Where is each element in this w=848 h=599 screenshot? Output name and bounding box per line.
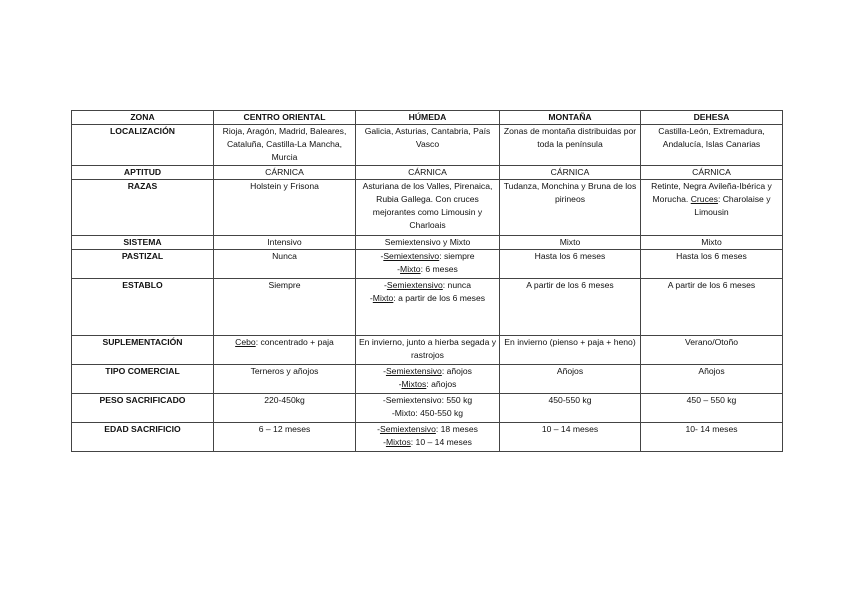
humeda-line	[358, 292, 497, 305]
dehesa-cruces-label: Cruces	[690, 194, 718, 204]
row-suplementacion	[72, 336, 783, 365]
cell-montana: Mixto	[500, 236, 641, 250]
cell-dehesa: Hasta los 6 meses	[641, 250, 783, 279]
cell-dehesa: Añojos	[641, 365, 783, 394]
cell-montana: Zonas de montaña distribuidas por toda la península	[500, 125, 641, 166]
dehesa-razas-text: Retinte, Negra Avileña-Ibérica y Morucha.	[651, 181, 772, 204]
cell-dehesa: 10- 14 meses	[641, 423, 783, 452]
row-aptitud	[72, 166, 783, 180]
humeda-line	[358, 436, 497, 449]
cell-dehesa: A partir de los 6 meses	[641, 279, 783, 336]
cell-dehesa	[641, 180, 783, 236]
row-establo	[72, 279, 783, 336]
line-rest: : 10 – 14 meses	[410, 437, 472, 447]
line-prefix: -	[377, 424, 380, 434]
cebo-label: Cebo	[235, 337, 256, 347]
humeda-line	[358, 279, 497, 292]
line-prefix: -	[383, 366, 386, 376]
line-label: Mixto	[372, 293, 394, 303]
cell-centro-oriental: Holstein y Frisona	[214, 180, 356, 236]
line-rest: : 18 meses	[435, 424, 478, 434]
zones-table	[71, 110, 783, 452]
header-dehesa: DEHESA	[641, 111, 783, 125]
cell-humeda: CÁRNICA	[356, 166, 500, 180]
cell-montana: En invierno (pienso + paja + heno)	[500, 336, 641, 365]
header-montana: MONTAÑA	[500, 111, 641, 125]
line-prefix: -	[383, 437, 386, 447]
header-row	[72, 111, 783, 125]
humeda-line	[358, 365, 497, 378]
cell-dehesa: Verano/Otoño	[641, 336, 783, 365]
line-label: Semiextensivo	[379, 424, 436, 434]
cell-humeda: Semiextensivo y Mixto	[356, 236, 500, 250]
cell-dehesa: Castilla-León, Extremadura, Andalucía, Islas Canarias	[641, 125, 783, 166]
cell-humeda	[356, 423, 500, 452]
cell-centro-oriental	[214, 336, 356, 365]
line-label: Mixtos	[385, 437, 411, 447]
cell-humeda	[356, 394, 500, 423]
line-prefix: -	[380, 251, 384, 261]
line-rest: : añojos	[441, 366, 472, 376]
row-label: EDAD SACRIFICIO	[72, 423, 214, 452]
cell-centro-oriental: 6 – 12 meses	[214, 423, 356, 452]
cell-humeda: Asturiana de los Valles, Pirenaica, Rubia Gallega. Con cruces mejorantes como Limousin y Charloais	[356, 180, 500, 236]
humeda-line: -Mixto: 450-550 kg	[391, 408, 464, 418]
line-rest: : a partir de los 6 meses	[393, 293, 486, 303]
row-label: RAZAS	[72, 180, 214, 236]
cell-humeda: Galicia, Asturias, Cantabria, País Vasco	[356, 125, 500, 166]
row-sistema	[72, 236, 783, 250]
row-label: LOCALIZACIÓN	[72, 125, 214, 166]
line-label: Mixtos	[401, 379, 427, 389]
humeda-line	[358, 250, 497, 263]
cell-centro-oriental: Nunca	[214, 250, 356, 279]
header-zona: ZONA	[72, 111, 214, 125]
header-humeda: HÚMEDA	[356, 111, 500, 125]
humeda-line	[358, 378, 497, 391]
line-label: Semiextensivo	[385, 366, 442, 376]
row-label: SUPLEMENTACIÓN	[72, 336, 214, 365]
header-centro-oriental: CENTRO ORIENTAL	[214, 111, 356, 125]
humeda-line: -Semiextensivo: 550 kg	[382, 395, 473, 405]
cell-montana: A partir de los 6 meses	[500, 279, 641, 336]
cell-montana: 10 – 14 meses	[500, 423, 641, 452]
line-rest: : nunca	[442, 280, 471, 290]
row-tipo-comercial	[72, 365, 783, 394]
line-label: Semiextensivo	[383, 251, 440, 261]
row-label: PESO SACRIFICADO	[72, 394, 214, 423]
cell-centro-oriental: Siempre	[214, 279, 356, 336]
cell-montana: CÁRNICA	[500, 166, 641, 180]
row-label: APTITUD	[72, 166, 214, 180]
cell-humeda	[356, 250, 500, 279]
row-pastizal	[72, 250, 783, 279]
dehesa-cruces-rest: : Charolaise y Limousin	[694, 194, 771, 217]
cell-montana: 450-550 kg	[500, 394, 641, 423]
line-prefix: -	[397, 264, 401, 274]
cebo-rest: : concentrado + paja	[255, 337, 334, 347]
humeda-line	[358, 263, 497, 276]
cell-centro-oriental: CÁRNICA	[214, 166, 356, 180]
line-rest: : siempre	[439, 251, 475, 261]
cell-centro-oriental: 220-450kg	[214, 394, 356, 423]
row-label: ESTABLO	[72, 279, 214, 336]
cell-humeda	[356, 279, 500, 336]
cell-dehesa: Mixto	[641, 236, 783, 250]
cell-centro-oriental: Rioja, Aragón, Madrid, Baleares, Cataluña, Castilla-La Mancha, Murcia	[214, 125, 356, 166]
cell-centro-oriental: Terneros y añojos	[214, 365, 356, 394]
row-razas	[72, 180, 783, 236]
line-prefix: -	[384, 280, 387, 290]
row-peso-sacrificado	[72, 394, 783, 423]
line-label: Semiextensivo	[386, 280, 443, 290]
line-label: Mixto	[400, 264, 421, 274]
cell-dehesa: 450 – 550 kg	[641, 394, 783, 423]
line-prefix: -	[398, 379, 402, 389]
line-rest: : añojos	[426, 379, 457, 389]
humeda-line	[358, 423, 497, 436]
cell-montana: Añojos	[500, 365, 641, 394]
cell-humeda	[356, 365, 500, 394]
cell-montana: Tudanza, Monchina y Bruna de los pirineos	[500, 180, 641, 236]
cell-dehesa: CÁRNICA	[641, 166, 783, 180]
cell-montana: Hasta los 6 meses	[500, 250, 641, 279]
line-prefix: -	[369, 293, 373, 303]
row-label: PASTIZAL	[72, 250, 214, 279]
row-label: TIPO COMERCIAL	[72, 365, 214, 394]
cell-centro-oriental: Intensivo	[214, 236, 356, 250]
cell-humeda: En invierno, junto a hierba segada y rastrojos	[356, 336, 500, 365]
row-label: SISTEMA	[72, 236, 214, 250]
row-edad-sacrificio	[72, 423, 783, 452]
line-rest: : 6 meses	[420, 264, 458, 274]
row-localizacion	[72, 125, 783, 166]
